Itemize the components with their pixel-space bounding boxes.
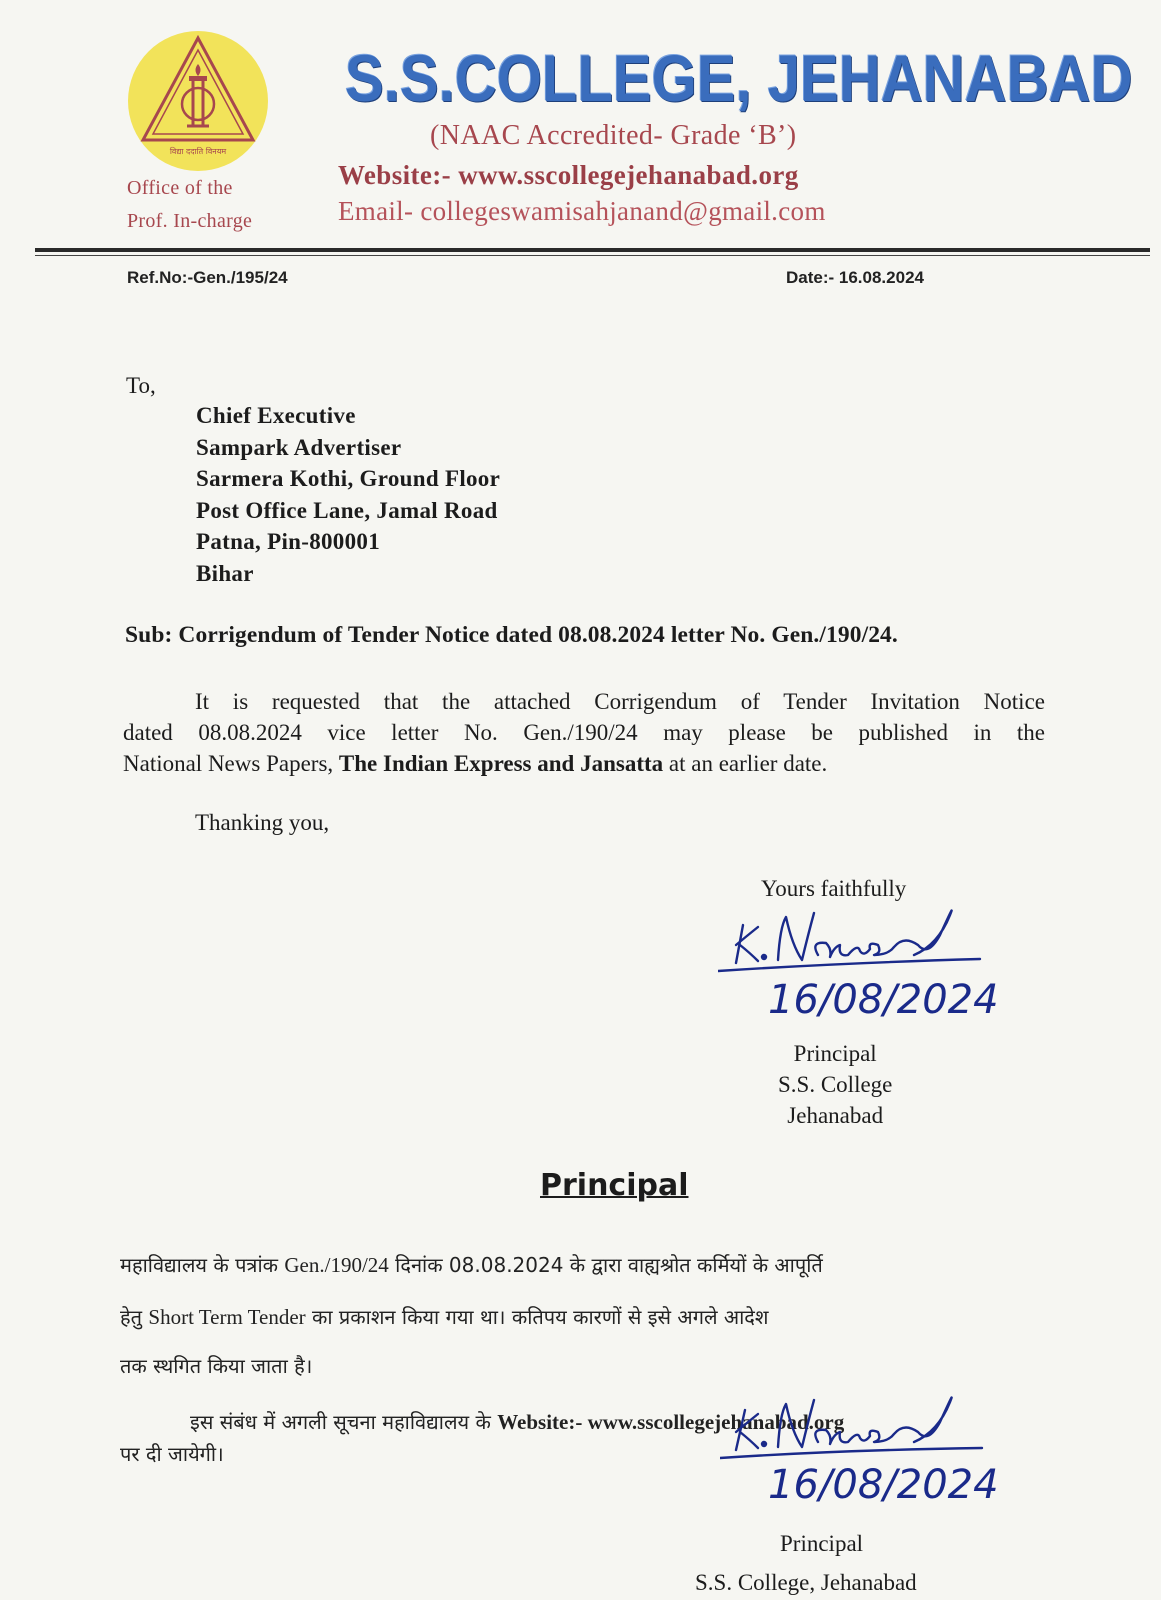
address-line: Sampark Advertiser bbox=[196, 434, 402, 460]
signature-date: 16/08/2024 bbox=[768, 977, 999, 1023]
signature-date: 16/08/2024 bbox=[768, 1462, 999, 1508]
subject-line: Sub: Corrigendum of Tender Notice dated 08.08.2024 letter No. Gen./190/24. bbox=[125, 622, 898, 648]
notice-line: महाविद्यालय के पत्रांक Gen./190/24 दिनांक 08.08.2024 के द्वारा वाह्यश्रोत कर्मियों के आपूर्ति bbox=[120, 1253, 823, 1277]
notice-line: तक स्थगित किया जाता है। bbox=[120, 1354, 313, 1378]
college-name: S.S.COLLEGE, JEHANABAD bbox=[345, 41, 1133, 115]
signatory-org: S.S. College bbox=[778, 1072, 893, 1097]
email-text: Email- collegeswamisahjanand@gmail.com bbox=[338, 196, 826, 226]
header-rule-thin bbox=[35, 255, 1150, 256]
notice-line: इस संबंध में अगली सूचना महाविद्यालय के Website:- www.sscollegejehanabad.org bbox=[190, 1410, 845, 1434]
address-line: Sarmera Kothi, Ground Floor bbox=[196, 466, 501, 491]
body-line: National News Papers, The Indian Express and Jansatta at an earlier date. bbox=[123, 751, 828, 776]
website-text: Website:- www.sscollegejehanabad.org bbox=[338, 160, 799, 190]
address-line: Chief Executive bbox=[196, 403, 356, 428]
thanks-text: Thanking you, bbox=[195, 810, 330, 835]
to-label: To, bbox=[126, 373, 156, 398]
newspaper-names: The Indian Express and Jansatta bbox=[338, 751, 664, 776]
signatory-block bbox=[778, 1038, 892, 1131]
address-line: Patna, Pin-800001 bbox=[196, 529, 380, 554]
notice-website: Website:- www.sscollegejehanabad.org bbox=[497, 1410, 845, 1434]
notice-signatory-title: Principal bbox=[780, 1531, 864, 1556]
reference-number: Ref.No:-Gen./195/24 bbox=[127, 268, 288, 287]
closing-text: Yours faithfully bbox=[761, 876, 907, 901]
notice-line: पर दी जायेगी। bbox=[120, 1442, 224, 1466]
body-line: dated 08.08.2024 vice letter No. Gen./190/24 may please be published in the bbox=[123, 720, 1045, 745]
notice-title: Principal bbox=[540, 1168, 689, 1203]
letter-date: Date:- 16.08.2024 bbox=[786, 268, 924, 287]
office-label: Office of the Prof. In-charge bbox=[127, 177, 253, 232]
body-line: It is requested that the attached Corrigendum of Tender Invitation Notice bbox=[195, 689, 1045, 714]
notice-line: हेतु Short Term Tender का प्रकाशन किया गया था। कतिपय कारणों से इसे अगले आदेश bbox=[120, 1305, 769, 1329]
recipient-address bbox=[196, 400, 500, 589]
body-paragraph bbox=[123, 686, 1045, 779]
address-line: Post Office Lane, Jamal Road bbox=[196, 497, 498, 523]
address-line: Bihar bbox=[196, 560, 254, 586]
college-emblem-icon bbox=[127, 30, 269, 172]
signatory-place: Jehanabad bbox=[787, 1103, 884, 1128]
header-rule bbox=[35, 248, 1150, 252]
signatory-title: Principal bbox=[793, 1041, 877, 1066]
logo-motto: विद्या ददाति विनयम bbox=[169, 147, 227, 156]
notice-signatory-org: S.S. College, Jehanabad bbox=[695, 1570, 917, 1595]
accreditation-text: (NAAC Accredited- Grade ‘B’) bbox=[430, 120, 797, 151]
handwritten-signature bbox=[718, 905, 1008, 1035]
handwritten-signature bbox=[720, 1392, 1010, 1522]
